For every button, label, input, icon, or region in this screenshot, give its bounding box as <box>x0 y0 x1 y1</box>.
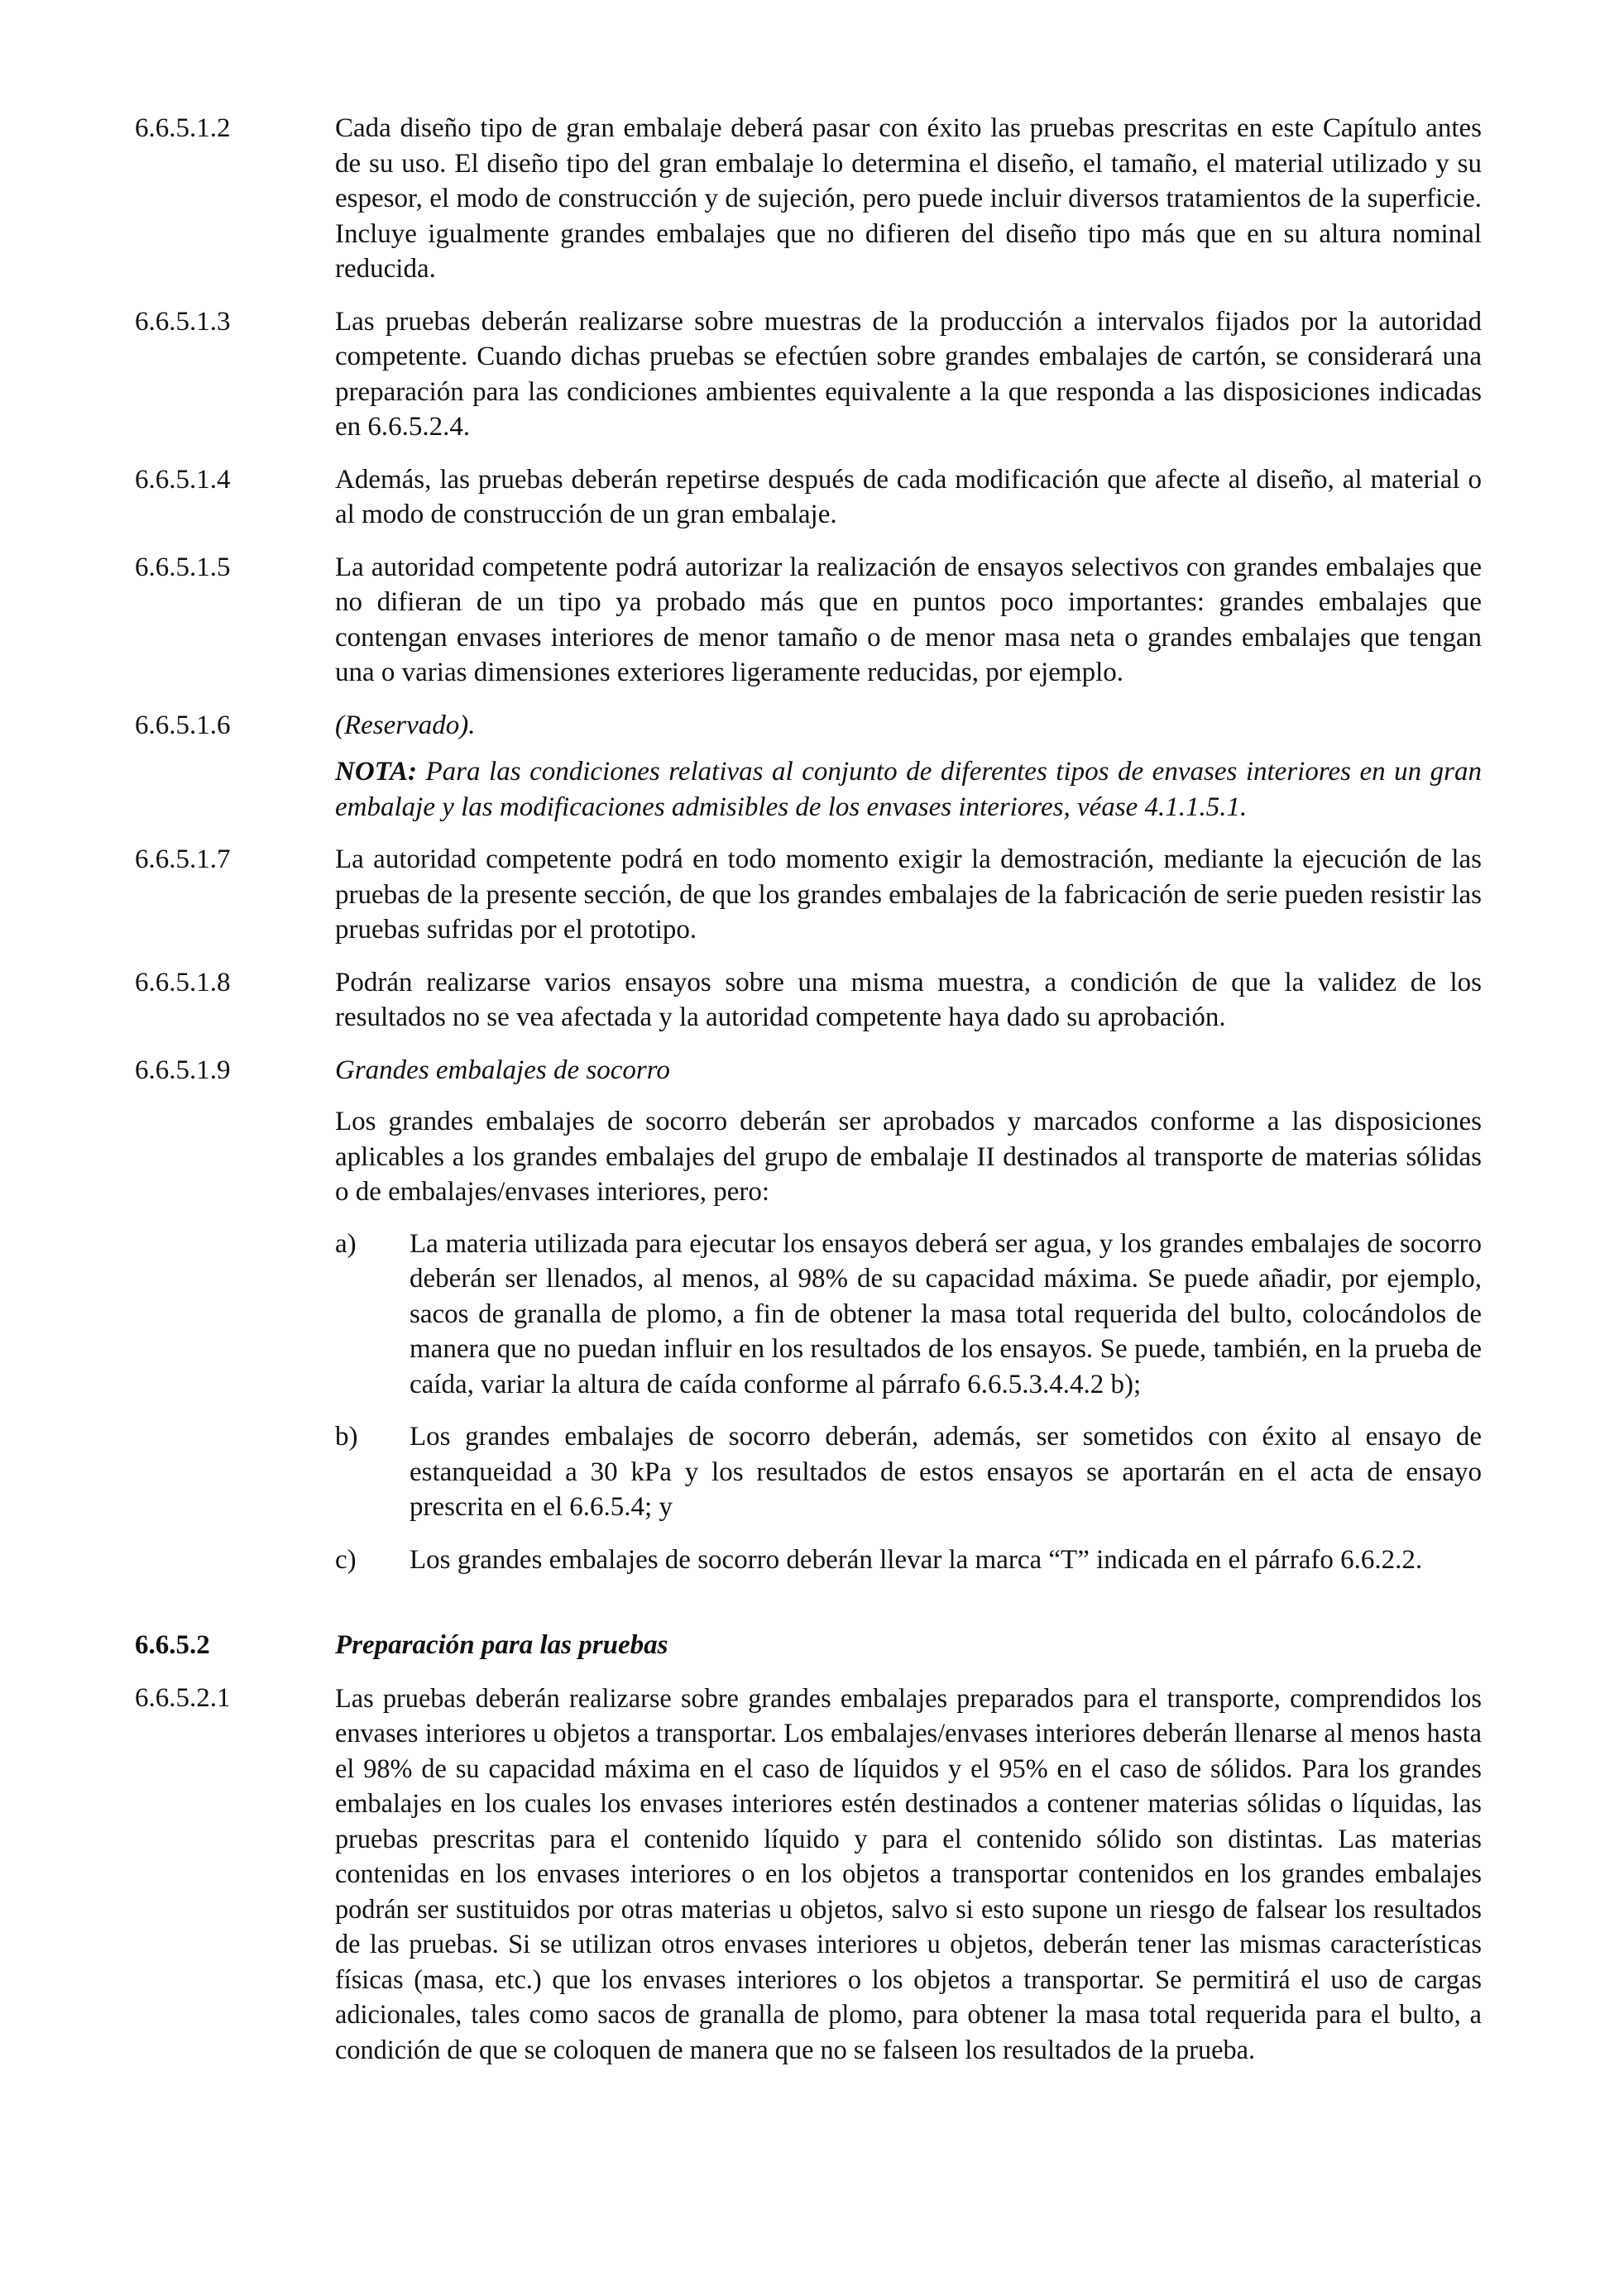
section-heading: Preparación para las pruebas <box>335 1630 668 1660</box>
paragraph-6-6-5-1-5 <box>135 550 1482 691</box>
paragraph-number: 6.6.5.1.3 <box>135 306 231 337</box>
list-item <box>335 1543 1482 1578</box>
paragraph-number: 6.6.5.1.6 <box>135 710 231 740</box>
paragraph-6-6-5-1-2 <box>135 111 1482 287</box>
paragraph-6-6-5-1-4 <box>135 462 1482 533</box>
list-item-label: b) <box>335 1422 358 1452</box>
paragraph-6-6-5-1-8 <box>135 965 1482 1036</box>
paragraph-6-6-5-1-6 <box>135 708 1482 744</box>
note-label: NOTA: <box>335 757 417 787</box>
paragraph-6-6-5-1-9 <box>135 1053 1482 1595</box>
paragraph-text: Además, las pruebas deberán repetirse después de cada modificación que afecte al diseño, al material o al modo de construcción de un gran embalaje. <box>335 464 1482 529</box>
paragraph-6-6-5-1-3 <box>135 304 1482 445</box>
paragraph-number: 6.6.5.1.5 <box>135 552 231 582</box>
note-text: Para las condiciones relativas al conjunto de diferentes tipos de envases interiores en un gran embalaje y las modificaciones admisibles de los envases interiores, véase 4.1.1.5.1. <box>335 757 1482 822</box>
paragraph-heading: Grandes embalajes de socorro <box>335 1055 670 1085</box>
paragraph-text: La autoridad competente podrá en todo momento exigir la demostración, mediante la ejecución de las pruebas de la presente sección, de que los grandes embalajes de la fabricación de serie pueden resistir las pruebas sufridas por el prototipo. <box>335 844 1482 945</box>
list-item-text: Los grandes embalajes de socorro deberán llevar la marca “T” indicada en el párrafo 6.6.2.2. <box>410 1544 1423 1575</box>
paragraph-number: 6.6.5.1.7 <box>135 844 231 874</box>
paragraph-number: 6.6.5.1.2 <box>135 113 231 143</box>
sub-list <box>335 1227 1482 1578</box>
paragraph-text: Podrán realizarse varios ensayos sobre una misma muestra, a condición de que la validez de los resultados no se vea afectada y la autoridad competente haya dado su aprobación. <box>335 967 1482 1032</box>
list-item-label: a) <box>335 1228 357 1259</box>
paragraph-6-6-5-1-7 <box>135 842 1482 948</box>
reserved-text: (Reservado). <box>335 710 476 740</box>
section-number: 6.6.5.2 <box>135 1630 210 1660</box>
paragraph-text: Cada diseño tipo de gran embalaje deberá pasar con éxito las pruebas prescritas en este Capítulo antes de su uso. El diseño tipo del gran embalaje lo determina el diseño, el tamaño, el material utilizado y su espesor, el modo de construcción y de sujeción, pero puede incluir diversos tratamientos de la superficie. Incluye igualmente grandes embalajes que no difieren del diseño tipo más que en su altura nominal reducida. <box>335 113 1482 284</box>
list-item-text: La materia utilizada para ejecutar los ensayos deberá ser agua, y los grandes embalajes de socorro deberán ser llenados, al menos, al 98% de su capacidad máxima. Se puede añadir, por ejemplo, sacos de granalla de plomo, a fin de obtener la masa total requerida del bulto, colocándolos de manera que no puedan influir en los resultados de los ensayos. Se puede, también, en la prueba de caída, variar la altura de caída conforme al párrafo 6.6.5.3.4.4.2 b); <box>410 1228 1482 1399</box>
paragraph-number: 6.6.5.1.8 <box>135 967 231 997</box>
list-item-label: c) <box>335 1544 357 1575</box>
paragraph-text: Las pruebas deberán realizarse sobre grandes embalajes preparados para el transporte, comprendidos los envases interiores u objetos a transportar. Los embalajes/envases interiores deberán llenarse al menos hasta el 98% de su capacidad máxima en el caso de líquidos y el 95% en el caso de sólidos. Para los grandes embalajes en los cuales los envases interiores estén destinados a contener materias sólidas o líquidas, las pruebas prescritas para el contenido líquido y para el contenido sólido son distintas. Las materias contenidas en los envases interiores o en los objetos a transportar contenidos en los grandes embalajes podrán ser sustituidos por otras materias u objetos, salvo si esto supone un riesgo de falsear los resultados de las pruebas. Si se utilizan otros envases interiores u objetos, deberán tener las mismas características físicas (masa, etc.) que los envases interiores o los objetos a transportar. Se permitirá el uso de cargas adicionales, tales como sacos de granalla de plomo, para obtener la masa total requerida para el bulto, a condición de que se coloquen de manera que no se falseen los resultados de la prueba. <box>335 1682 1482 2064</box>
paragraph-number: 6.6.5.2.1 <box>135 1682 231 1713</box>
list-item <box>335 1419 1482 1525</box>
paragraph-text: Los grandes embalajes de socorro deberán ser aprobados y marcados conforme a las disposiciones aplicables a los grandes embalajes del grupo de embalaje II destinados al transporte de materias sólidas o de embalajes/envases interiores, pero: <box>335 1107 1482 1207</box>
paragraph-text: La autoridad competente podrá autorizar la realización de ensayos selectivos con grandes embalajes que no difieran de un tipo ya probado más que en puntos poco importantes: grandes embalajes que contengan envases interiores de menor tamaño o de menor masa neta o grandes embalajes que tengan una o varias dimensiones exteriores ligeramente reducidas, por ejemplo. <box>335 552 1482 687</box>
paragraph-6-6-5-2-1 <box>135 1681 1482 2068</box>
list-item <box>335 1227 1482 1403</box>
note <box>135 754 1482 825</box>
paragraph-number: 6.6.5.1.9 <box>135 1055 231 1085</box>
list-item-text: Los grandes embalajes de socorro deberán, además, ser sometidos con éxito al ensayo de estanqueidad a 30 kPa y los resultados de estos ensayos se aportarán en el acta de ensayo prescrita en el 6.6.5.4; y <box>410 1422 1482 1522</box>
paragraph-number: 6.6.5.1.4 <box>135 464 231 495</box>
section-6-6-5-2 <box>135 1628 1482 1663</box>
paragraph-text: Las pruebas deberán realizarse sobre muestras de la producción a intervalos fijados por la autoridad competente. Cuando dichas pruebas se efectúen sobre grandes embalajes de cartón, se considerará una preparación para las condiciones ambientes equivalente a la que responda a las disposiciones indicadas en 6.6.5.2.4. <box>335 306 1482 442</box>
